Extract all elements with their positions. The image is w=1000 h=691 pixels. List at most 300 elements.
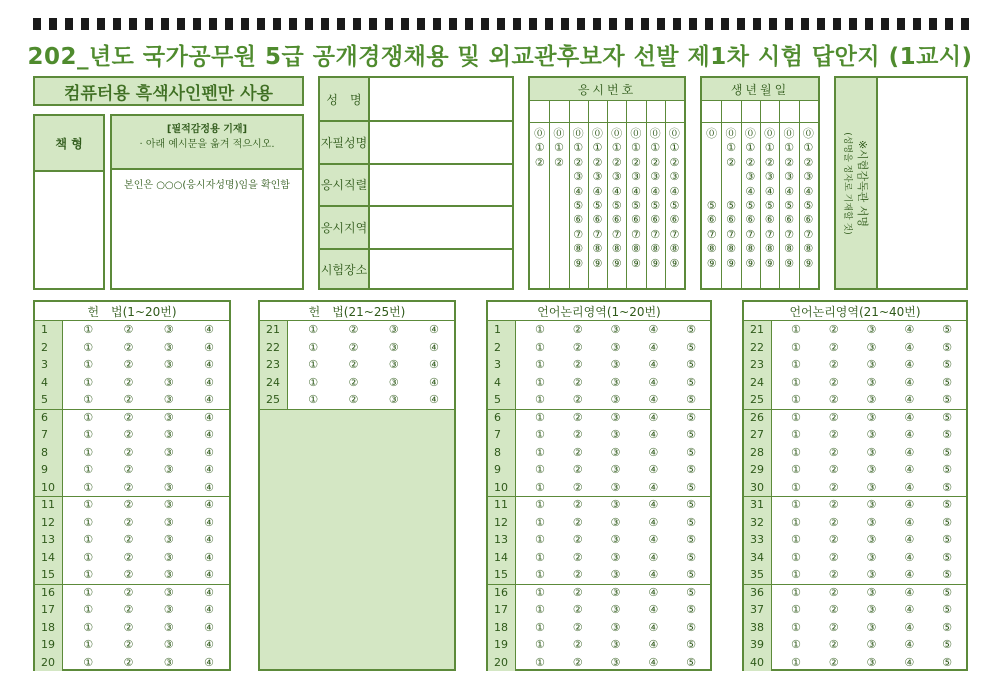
answer-bubble[interactable]: ③ bbox=[610, 358, 621, 372]
digit-bubble[interactable]: ⑤ bbox=[611, 199, 622, 212]
answer-bubble[interactable]: ③ bbox=[610, 498, 621, 512]
answer-bubble[interactable]: ② bbox=[348, 393, 359, 407]
answer-bubble[interactable]: ④ bbox=[203, 393, 214, 407]
answer-bubble[interactable]: ④ bbox=[203, 428, 214, 442]
digit-bubble[interactable]: ⑥ bbox=[650, 213, 661, 227]
answer-bubble[interactable]: ① bbox=[534, 655, 545, 669]
answer-bubble[interactable]: ⑤ bbox=[686, 498, 697, 512]
answer-bubble[interactable]: ⑤ bbox=[942, 358, 953, 372]
answer-bubble[interactable]: ④ bbox=[203, 375, 214, 389]
answer-bubble[interactable]: ④ bbox=[648, 375, 659, 389]
personal-field-row[interactable] bbox=[320, 120, 512, 162]
answer-bubble[interactable]: ① bbox=[790, 410, 801, 424]
answer-bubble[interactable]: ⑤ bbox=[942, 655, 953, 669]
answer-bubble[interactable]: ① bbox=[534, 340, 545, 354]
digit-bubble[interactable]: ⑨ bbox=[650, 256, 661, 270]
digit-bubble[interactable]: ④ bbox=[573, 184, 584, 198]
answer-bubble[interactable]: ② bbox=[828, 655, 839, 669]
digit-bubble[interactable]: ⑤ bbox=[669, 199, 680, 212]
answer-bubble[interactable]: ② bbox=[572, 638, 583, 652]
answer-bubble[interactable]: ① bbox=[83, 428, 94, 442]
answer-bubble[interactable]: ③ bbox=[866, 603, 877, 617]
digit-bubble[interactable]: ② bbox=[784, 155, 794, 169]
answer-bubble[interactable]: ① bbox=[790, 638, 801, 652]
answer-bubble[interactable]: ② bbox=[828, 375, 839, 389]
answer-bubble[interactable]: ① bbox=[790, 603, 801, 617]
answer-bubble[interactable]: ② bbox=[572, 480, 583, 494]
digit-bubble[interactable]: ⑨ bbox=[611, 256, 622, 270]
digit-bubble[interactable]: ④ bbox=[592, 184, 603, 198]
answer-bubble[interactable]: ② bbox=[572, 515, 583, 529]
answer-bubble[interactable]: ④ bbox=[428, 375, 439, 389]
digit-bubble[interactable]: ⓪ bbox=[668, 127, 680, 140]
answer-bubble[interactable]: ④ bbox=[904, 515, 915, 529]
personal-field-row[interactable] bbox=[320, 78, 512, 120]
answer-bubble[interactable]: ⑤ bbox=[942, 323, 953, 337]
answer-bubble[interactable]: ② bbox=[123, 655, 134, 669]
digit-bubble[interactable]: ⓪ bbox=[744, 127, 756, 140]
supervisor-sign-box[interactable] bbox=[834, 76, 968, 290]
answer-bubble[interactable]: ⑤ bbox=[942, 620, 953, 634]
answer-bubble[interactable]: ③ bbox=[866, 498, 877, 512]
answer-bubble[interactable]: ② bbox=[572, 358, 583, 372]
answer-bubble[interactable]: ② bbox=[572, 375, 583, 389]
answer-bubble[interactable]: ③ bbox=[610, 620, 621, 634]
answer-bubble[interactable]: ④ bbox=[904, 568, 915, 582]
answer-bubble[interactable]: ③ bbox=[866, 568, 877, 582]
answer-bubble[interactable]: ② bbox=[348, 323, 359, 337]
answer-bubble[interactable]: ① bbox=[83, 375, 94, 389]
answer-bubble[interactable]: ① bbox=[308, 340, 319, 354]
answer-bubble[interactable]: ① bbox=[790, 323, 801, 337]
answer-bubble[interactable]: ⑤ bbox=[942, 638, 953, 652]
answer-bubble[interactable]: ④ bbox=[648, 428, 659, 442]
answer-bubble[interactable]: ④ bbox=[648, 568, 659, 582]
digit-bubble[interactable]: ⑧ bbox=[611, 242, 622, 256]
answer-bubble[interactable]: ② bbox=[828, 428, 839, 442]
answer-bubble[interactable]: ④ bbox=[648, 550, 659, 564]
answer-bubble[interactable]: ② bbox=[348, 375, 359, 389]
answer-bubble[interactable]: ① bbox=[83, 585, 94, 599]
digit-bubble[interactable]: ② bbox=[764, 155, 775, 169]
answer-bubble[interactable]: ④ bbox=[203, 340, 214, 354]
digit-bubble[interactable]: ⑨ bbox=[745, 256, 756, 270]
digit-bubble[interactable]: ⑧ bbox=[630, 242, 641, 256]
digit-bubble[interactable]: ① bbox=[534, 141, 545, 155]
answer-bubble[interactable]: ④ bbox=[648, 340, 659, 354]
answer-bubble[interactable]: ② bbox=[123, 340, 134, 354]
answer-bubble[interactable]: ② bbox=[828, 585, 839, 599]
answer-bubble[interactable]: ④ bbox=[203, 480, 214, 494]
personal-field-row[interactable] bbox=[320, 163, 512, 205]
answer-bubble[interactable]: ① bbox=[790, 428, 801, 442]
answer-bubble[interactable]: ③ bbox=[610, 550, 621, 564]
handwriting-box[interactable] bbox=[110, 114, 304, 290]
digit-bubble[interactable]: ① bbox=[553, 141, 564, 155]
digit-bubble[interactable]: ⓪ bbox=[630, 127, 642, 140]
answer-bubble[interactable]: ② bbox=[572, 533, 583, 547]
answer-bubble[interactable]: ⑤ bbox=[686, 463, 697, 477]
answer-bubble[interactable]: ③ bbox=[866, 620, 877, 634]
answer-bubble[interactable]: ⑤ bbox=[942, 410, 953, 424]
answer-bubble[interactable]: ① bbox=[790, 550, 801, 564]
answer-bubble[interactable]: ③ bbox=[866, 585, 877, 599]
digit-bubble[interactable]: ④ bbox=[630, 184, 641, 198]
answer-bubble[interactable]: ① bbox=[83, 480, 94, 494]
answer-bubble[interactable]: ④ bbox=[904, 463, 915, 477]
answer-bubble[interactable]: ④ bbox=[904, 358, 915, 372]
answer-bubble[interactable]: ② bbox=[123, 445, 134, 459]
digit-bubble[interactable]: ⑤ bbox=[784, 199, 794, 212]
answer-bubble[interactable]: ① bbox=[790, 393, 801, 407]
answer-bubble[interactable]: ① bbox=[790, 480, 801, 494]
answer-bubble[interactable]: ① bbox=[534, 533, 545, 547]
digit-bubble[interactable]: ⑦ bbox=[669, 227, 680, 241]
answer-bubble[interactable]: ② bbox=[123, 550, 134, 564]
answer-bubble[interactable]: ④ bbox=[904, 340, 915, 354]
answer-bubble[interactable]: ⑤ bbox=[686, 445, 697, 459]
digit-bubble[interactable]: ⓪ bbox=[591, 127, 603, 140]
answer-bubble[interactable]: ③ bbox=[866, 375, 877, 389]
answer-bubble[interactable]: ① bbox=[83, 655, 94, 669]
digit-bubble[interactable]: ⓪ bbox=[725, 127, 737, 140]
answer-bubble[interactable]: ⑤ bbox=[686, 620, 697, 634]
answer-bubble[interactable]: ② bbox=[572, 603, 583, 617]
answer-bubble[interactable]: ② bbox=[828, 498, 839, 512]
answer-bubble[interactable]: ① bbox=[83, 603, 94, 617]
answer-bubble[interactable]: ① bbox=[790, 655, 801, 669]
digit-bubble[interactable]: ⑧ bbox=[745, 242, 756, 256]
answer-bubble[interactable]: ④ bbox=[648, 603, 659, 617]
digit-bubble[interactable]: ⑧ bbox=[706, 242, 717, 256]
answer-bubble[interactable]: ④ bbox=[904, 393, 915, 407]
digit-bubble[interactable]: ⑥ bbox=[592, 213, 603, 227]
digit-bubble[interactable]: ⑧ bbox=[650, 242, 661, 256]
answer-bubble[interactable]: ① bbox=[534, 620, 545, 634]
answer-bubble[interactable]: ③ bbox=[610, 410, 621, 424]
digit-bubble[interactable]: ① bbox=[803, 141, 814, 155]
answer-bubble[interactable]: ⑤ bbox=[686, 340, 697, 354]
answer-bubble[interactable]: ③ bbox=[610, 655, 621, 669]
answer-bubble[interactable]: ① bbox=[534, 428, 545, 442]
answer-bubble[interactable]: ④ bbox=[904, 603, 915, 617]
answer-bubble[interactable]: ① bbox=[534, 323, 545, 337]
answer-bubble[interactable]: ② bbox=[828, 515, 839, 529]
answer-bubble[interactable]: ① bbox=[83, 323, 94, 337]
digit-bubble[interactable]: ⑦ bbox=[592, 227, 603, 241]
answer-bubble[interactable]: ③ bbox=[866, 358, 877, 372]
digit-bubble[interactable]: ⑥ bbox=[611, 213, 622, 227]
answer-bubble[interactable]: ③ bbox=[610, 480, 621, 494]
answer-bubble[interactable]: ⑤ bbox=[686, 585, 697, 599]
answer-bubble[interactable]: ④ bbox=[904, 655, 915, 669]
answer-bubble[interactable]: ③ bbox=[163, 638, 174, 652]
digit-bubble[interactable]: ① bbox=[726, 141, 736, 155]
answer-bubble[interactable]: ③ bbox=[866, 393, 877, 407]
digit-bubble[interactable]: ① bbox=[669, 141, 680, 155]
answer-bubble[interactable]: ④ bbox=[428, 393, 439, 407]
answer-bubble[interactable]: ③ bbox=[866, 655, 877, 669]
answer-bubble[interactable]: ④ bbox=[648, 515, 659, 529]
answer-bubble[interactable]: ② bbox=[123, 358, 134, 372]
answer-bubble[interactable]: ① bbox=[534, 375, 545, 389]
digit-bubble[interactable]: ③ bbox=[764, 170, 775, 184]
answer-bubble[interactable]: ④ bbox=[203, 463, 214, 477]
personal-field-row[interactable] bbox=[320, 205, 512, 247]
answer-bubble[interactable]: ③ bbox=[866, 445, 877, 459]
digit-bubble[interactable]: ⓪ bbox=[802, 127, 814, 140]
answer-bubble[interactable]: ① bbox=[534, 410, 545, 424]
digit-bubble[interactable]: ③ bbox=[669, 170, 680, 184]
answer-bubble[interactable]: ① bbox=[83, 620, 94, 634]
answer-bubble[interactable]: ② bbox=[572, 410, 583, 424]
answer-bubble[interactable]: ④ bbox=[428, 340, 439, 354]
digit-bubble[interactable]: ③ bbox=[611, 170, 622, 184]
answer-bubble[interactable]: ② bbox=[572, 498, 583, 512]
answer-bubble[interactable]: ② bbox=[828, 410, 839, 424]
answer-bubble[interactable]: ⑤ bbox=[942, 585, 953, 599]
answer-bubble[interactable]: ③ bbox=[866, 340, 877, 354]
digit-bubble[interactable]: ① bbox=[784, 141, 794, 155]
answer-bubble[interactable]: ② bbox=[348, 340, 359, 354]
digit-bubble[interactable]: ⑦ bbox=[706, 227, 717, 241]
answer-bubble[interactable]: ③ bbox=[163, 340, 174, 354]
answer-bubble[interactable]: ③ bbox=[610, 533, 621, 547]
answer-bubble[interactable]: ① bbox=[534, 445, 545, 459]
answer-bubble[interactable]: ④ bbox=[203, 358, 214, 372]
answer-bubble[interactable]: ① bbox=[534, 585, 545, 599]
answer-bubble[interactable]: ② bbox=[572, 428, 583, 442]
answer-bubble[interactable]: ② bbox=[572, 393, 583, 407]
digit-bubble[interactable]: ⑥ bbox=[573, 213, 584, 227]
answer-bubble[interactable]: ② bbox=[123, 410, 134, 424]
digit-bubble[interactable]: ⑥ bbox=[706, 213, 717, 227]
answer-bubble[interactable]: ④ bbox=[648, 463, 659, 477]
answer-bubble[interactable]: ② bbox=[572, 655, 583, 669]
answer-bubble[interactable]: ① bbox=[534, 550, 545, 564]
answer-bubble[interactable]: ① bbox=[534, 638, 545, 652]
answer-bubble[interactable]: ③ bbox=[163, 515, 174, 529]
answer-bubble[interactable]: ① bbox=[308, 358, 319, 372]
answer-bubble[interactable]: ② bbox=[828, 358, 839, 372]
answer-bubble[interactable]: ② bbox=[123, 463, 134, 477]
answer-bubble[interactable]: ⑤ bbox=[942, 498, 953, 512]
answer-bubble[interactable]: ③ bbox=[163, 410, 174, 424]
personal-field-row[interactable] bbox=[320, 248, 512, 290]
answer-bubble[interactable]: ④ bbox=[648, 655, 659, 669]
answer-bubble[interactable]: ③ bbox=[163, 323, 174, 337]
answer-bubble[interactable]: ⑤ bbox=[686, 323, 697, 337]
digit-bubble[interactable]: ⑧ bbox=[573, 242, 584, 256]
answer-bubble[interactable]: ② bbox=[828, 480, 839, 494]
answer-bubble[interactable]: ⑤ bbox=[686, 358, 697, 372]
answer-bubble[interactable]: ⑤ bbox=[942, 340, 953, 354]
digit-bubble[interactable]: ⑤ bbox=[706, 199, 717, 212]
answer-bubble[interactable]: ④ bbox=[904, 638, 915, 652]
answer-bubble[interactable]: ① bbox=[534, 515, 545, 529]
answer-bubble[interactable]: ③ bbox=[866, 410, 877, 424]
digit-bubble[interactable]: ⑥ bbox=[803, 213, 814, 227]
answer-bubble[interactable]: ④ bbox=[648, 585, 659, 599]
answer-bubble[interactable]: ④ bbox=[203, 585, 214, 599]
digit-bubble[interactable]: ② bbox=[745, 155, 756, 169]
answer-bubble[interactable]: ④ bbox=[203, 603, 214, 617]
answer-bubble[interactable]: ② bbox=[828, 445, 839, 459]
answer-bubble[interactable]: ⑤ bbox=[942, 445, 953, 459]
answer-bubble[interactable]: ③ bbox=[163, 498, 174, 512]
answer-bubble[interactable]: ③ bbox=[163, 445, 174, 459]
answer-bubble[interactable]: ② bbox=[123, 603, 134, 617]
answer-bubble[interactable]: ② bbox=[572, 568, 583, 582]
answer-bubble[interactable]: ① bbox=[534, 568, 545, 582]
answer-bubble[interactable]: ① bbox=[790, 620, 801, 634]
digit-bubble[interactable]: ⑥ bbox=[630, 213, 641, 227]
digit-bubble[interactable]: ② bbox=[534, 155, 545, 169]
answer-bubble[interactable]: ② bbox=[572, 620, 583, 634]
digit-bubble[interactable]: ⑦ bbox=[784, 227, 794, 241]
digit-bubble[interactable]: ⑦ bbox=[650, 227, 661, 241]
answer-bubble[interactable]: ③ bbox=[610, 603, 621, 617]
digit-bubble[interactable]: ⓪ bbox=[649, 127, 661, 140]
answer-bubble[interactable]: ① bbox=[790, 498, 801, 512]
answer-bubble[interactable]: ③ bbox=[610, 323, 621, 337]
answer-bubble[interactable]: ① bbox=[83, 638, 94, 652]
answer-bubble[interactable]: ④ bbox=[203, 445, 214, 459]
answer-bubble[interactable]: ⑤ bbox=[686, 480, 697, 494]
digit-bubble[interactable]: ⑤ bbox=[726, 199, 736, 212]
answer-bubble[interactable]: ① bbox=[534, 463, 545, 477]
answer-bubble[interactable]: ④ bbox=[203, 515, 214, 529]
answer-bubble[interactable]: ⑤ bbox=[686, 375, 697, 389]
answer-bubble[interactable]: ② bbox=[828, 323, 839, 337]
digit-bubble[interactable]: ⑧ bbox=[592, 242, 603, 256]
answer-bubble[interactable]: ① bbox=[308, 323, 319, 337]
answer-bubble[interactable]: ④ bbox=[203, 410, 214, 424]
answer-bubble[interactable]: ④ bbox=[203, 655, 214, 669]
answer-bubble[interactable]: ④ bbox=[203, 533, 214, 547]
answer-bubble[interactable]: ⑤ bbox=[686, 515, 697, 529]
answer-bubble[interactable]: ④ bbox=[904, 533, 915, 547]
answer-bubble[interactable]: ① bbox=[534, 498, 545, 512]
answer-bubble[interactable]: ② bbox=[828, 533, 839, 547]
answer-bubble[interactable]: ③ bbox=[163, 620, 174, 634]
answer-bubble[interactable]: ⑤ bbox=[686, 638, 697, 652]
answer-bubble[interactable]: ③ bbox=[610, 428, 621, 442]
answer-bubble[interactable]: ② bbox=[123, 620, 134, 634]
answer-bubble[interactable]: ⑤ bbox=[942, 375, 953, 389]
answer-bubble[interactable]: ④ bbox=[904, 550, 915, 564]
digit-bubble[interactable]: ③ bbox=[803, 170, 814, 184]
answer-bubble[interactable]: ⑤ bbox=[686, 533, 697, 547]
answer-bubble[interactable]: ② bbox=[828, 463, 839, 477]
digit-bubble[interactable]: ⑨ bbox=[630, 256, 641, 270]
answer-bubble[interactable]: ① bbox=[83, 393, 94, 407]
answer-bubble[interactable]: ① bbox=[308, 393, 319, 407]
answer-bubble[interactable]: ① bbox=[83, 533, 94, 547]
answer-bubble[interactable]: ② bbox=[123, 515, 134, 529]
answer-bubble[interactable]: ③ bbox=[163, 375, 174, 389]
answer-bubble[interactable]: ① bbox=[790, 515, 801, 529]
digit-bubble[interactable]: ③ bbox=[630, 170, 641, 184]
answer-bubble[interactable]: ④ bbox=[648, 410, 659, 424]
answer-bubble[interactable]: ① bbox=[790, 463, 801, 477]
digit-bubble[interactable]: ⑥ bbox=[784, 213, 794, 227]
digit-bubble[interactable]: ⑦ bbox=[630, 227, 641, 241]
digit-bubble[interactable]: ④ bbox=[650, 184, 661, 198]
digit-bubble[interactable]: ⓪ bbox=[553, 127, 565, 140]
digit-bubble[interactable]: ④ bbox=[669, 184, 680, 198]
answer-bubble[interactable]: ⑤ bbox=[686, 393, 697, 407]
digit-bubble[interactable]: ⑨ bbox=[764, 256, 775, 270]
answer-bubble[interactable]: ④ bbox=[203, 620, 214, 634]
digit-bubble[interactable]: ⑦ bbox=[611, 227, 622, 241]
digit-bubble[interactable]: ⑧ bbox=[764, 242, 775, 256]
answer-bubble[interactable]: ① bbox=[83, 498, 94, 512]
answer-bubble[interactable]: ④ bbox=[904, 410, 915, 424]
digit-bubble[interactable]: ⑨ bbox=[784, 256, 794, 270]
digit-bubble[interactable]: ⑨ bbox=[592, 256, 603, 270]
answer-bubble[interactable]: ③ bbox=[388, 323, 399, 337]
answer-bubble[interactable]: ④ bbox=[648, 638, 659, 652]
answer-bubble[interactable]: ④ bbox=[648, 498, 659, 512]
answer-bubble[interactable]: ② bbox=[123, 498, 134, 512]
answer-bubble[interactable]: ③ bbox=[163, 655, 174, 669]
answer-bubble[interactable]: ③ bbox=[866, 550, 877, 564]
answer-bubble[interactable]: ② bbox=[828, 393, 839, 407]
digit-bubble[interactable]: ③ bbox=[745, 170, 756, 184]
answer-bubble[interactable]: ③ bbox=[163, 463, 174, 477]
answer-bubble[interactable]: ② bbox=[123, 428, 134, 442]
digit-bubble[interactable]: ⑦ bbox=[573, 227, 584, 241]
digit-bubble[interactable]: ① bbox=[573, 141, 584, 155]
answer-bubble[interactable]: ⑤ bbox=[686, 603, 697, 617]
answer-bubble[interactable]: ③ bbox=[610, 638, 621, 652]
digit-bubble[interactable]: ⑤ bbox=[803, 199, 814, 212]
answer-bubble[interactable]: ① bbox=[534, 393, 545, 407]
digit-bubble[interactable]: ⑨ bbox=[803, 256, 814, 270]
answer-bubble[interactable]: ③ bbox=[163, 550, 174, 564]
answer-bubble[interactable]: ⑤ bbox=[942, 463, 953, 477]
answer-bubble[interactable]: ② bbox=[828, 620, 839, 634]
answer-bubble[interactable]: ⑤ bbox=[942, 428, 953, 442]
digit-bubble[interactable]: ⑤ bbox=[764, 199, 775, 212]
digit-bubble[interactable]: ① bbox=[592, 141, 603, 155]
answer-bubble[interactable]: ④ bbox=[648, 323, 659, 337]
answer-bubble[interactable]: ③ bbox=[163, 428, 174, 442]
digit-bubble[interactable]: ⓪ bbox=[572, 127, 584, 140]
answer-bubble[interactable]: ① bbox=[308, 375, 319, 389]
answer-bubble[interactable]: ③ bbox=[866, 515, 877, 529]
digit-bubble[interactable]: ⑧ bbox=[803, 242, 814, 256]
digit-bubble[interactable]: ② bbox=[630, 155, 641, 169]
answer-bubble[interactable]: ⑤ bbox=[942, 550, 953, 564]
answer-bubble[interactable]: ④ bbox=[904, 620, 915, 634]
digit-bubble[interactable]: ⑥ bbox=[764, 213, 775, 227]
answer-bubble[interactable]: ⑤ bbox=[942, 533, 953, 547]
digit-bubble[interactable]: ⑤ bbox=[630, 199, 641, 212]
answer-bubble[interactable]: ⑤ bbox=[942, 515, 953, 529]
answer-bubble[interactable]: ① bbox=[83, 410, 94, 424]
answer-bubble[interactable]: ⑤ bbox=[686, 655, 697, 669]
answer-bubble[interactable]: ① bbox=[83, 463, 94, 477]
answer-bubble[interactable]: ③ bbox=[866, 638, 877, 652]
answer-bubble[interactable]: ③ bbox=[163, 568, 174, 582]
answer-bubble[interactable]: ② bbox=[123, 393, 134, 407]
digit-bubble[interactable]: ④ bbox=[784, 184, 794, 198]
booklet-type-box[interactable] bbox=[33, 114, 105, 290]
answer-bubble[interactable]: ② bbox=[572, 323, 583, 337]
answer-bubble[interactable]: ③ bbox=[610, 375, 621, 389]
